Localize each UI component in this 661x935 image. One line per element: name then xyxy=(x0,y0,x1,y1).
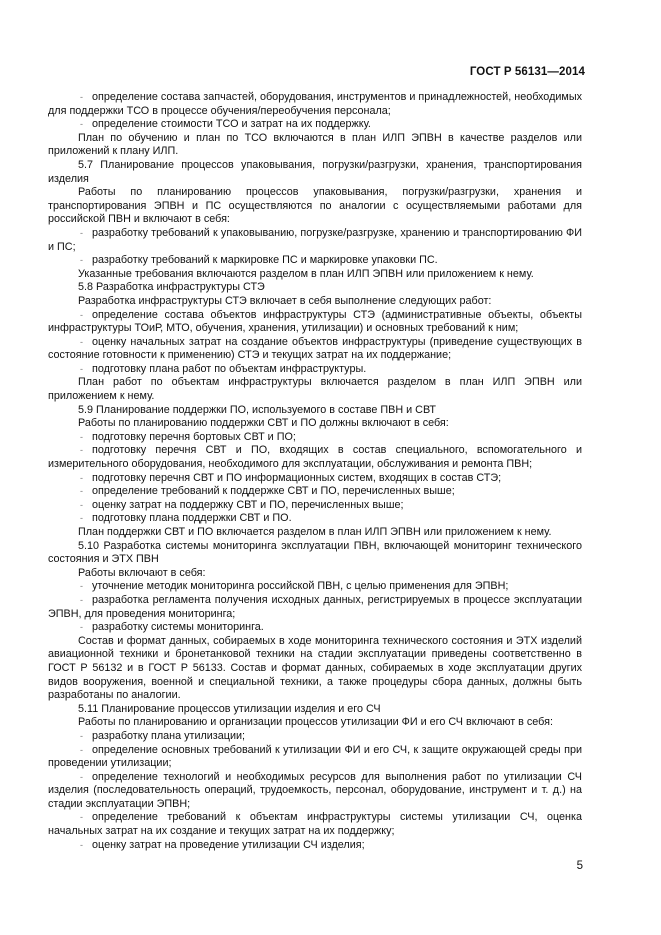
paragraph-text: определение требований к поддержке СВТ и ПО, перечисленных выше; xyxy=(92,485,455,498)
bullet-dash: - xyxy=(80,255,83,266)
paragraph-text: подготовку перечня бортовых СВТ и ПО; xyxy=(92,430,296,443)
paragraph-text: План по обучению и план по ТСО включаются в план ИЛП ЭПВН в качестве разделов или приложений к плану ИЛП. xyxy=(48,131,582,158)
paragraph-text: Работы по планированию процессов упаковывания, погрузки/разгрузки, хранения и транспортирования ЭПВН и ПС осуществляются по аналогии с осуществляемыми работами для российской ПВН и включают в себя: xyxy=(48,186,582,226)
paragraph-text: подготовку плана работ по объектам инфраструктуры. xyxy=(92,362,367,375)
paragraph-text: определение основных требований к утилизации ФИ и его СЧ, к защите окружающей среды при проведении утилизации; xyxy=(48,743,582,770)
list-item xyxy=(48,580,582,594)
list-item xyxy=(48,485,582,499)
paragraph-text: определение стоимости ТСО и затрат на их поддержку. xyxy=(92,118,371,131)
list-item xyxy=(48,444,582,471)
list-item xyxy=(48,499,582,513)
paragraph-text: разработка регламента получения исходных данных, регистрируемых в процессе эксплуатации ЭПВН, для проведения мониторинга; xyxy=(48,593,582,620)
bullet-dash: - xyxy=(80,812,83,823)
bullet-dash: - xyxy=(80,839,83,850)
paragraph xyxy=(48,703,582,717)
paragraph-text: 5.7 Планирование процессов упаковывания, погрузки/разгрузки, хранения, транспортирования изделия xyxy=(48,158,582,185)
paragraph xyxy=(48,376,582,403)
paragraph xyxy=(48,716,582,730)
list-item xyxy=(48,472,582,486)
paragraph-text: оценку затрат на поддержку СВТ и ПО, перечисленных выше; xyxy=(92,498,404,511)
paragraph xyxy=(48,417,582,431)
bullet-dash: - xyxy=(80,771,83,782)
bullet-dash: - xyxy=(80,363,83,374)
paragraph-text: 5.9 Планирование поддержки ПО, используемого в составе ПВН и СВТ xyxy=(78,403,437,416)
bullet-dash: - xyxy=(80,581,83,592)
bullet-dash: - xyxy=(80,445,83,456)
paragraph xyxy=(48,159,582,186)
bullet-dash: - xyxy=(80,622,83,633)
list-item xyxy=(48,839,582,853)
document-body xyxy=(48,91,582,852)
list-item xyxy=(48,118,582,132)
paragraph-text: определение требований к объектам инфраструктуры системы утилизации СЧ, оценка начальных затрат на их создание и текущих затрат на их поддержку; xyxy=(48,811,582,838)
paragraph xyxy=(48,295,582,309)
paragraph-text: оценку начальных затрат на создание объектов инфраструктуры (приведение существующих в состояние готовности к применению) СТЭ и текущих затрат на их поддержание; xyxy=(48,335,582,362)
paragraph-text: Состав и формат данных, собираемых в ходе мониторинга технического состояния и ЭТХ изделий авиационной техники и бронетанковой техники на стадии эксплуатации приведены соответственно в ГОСТ Р 56132 и в ГОСТ Р 56133. Состав и формат данных, собираемых в ходе эксплуатации других видов вооружения, военной и специальной техники, а также процедуры сбора данных, должны быть разработаны по аналогии. xyxy=(48,634,582,702)
list-item xyxy=(48,363,582,377)
list-item xyxy=(48,91,582,118)
bullet-dash: - xyxy=(80,309,83,320)
paragraph-text: разработку плана утилизации; xyxy=(92,729,246,742)
paragraph xyxy=(48,268,582,282)
list-item xyxy=(48,431,582,445)
list-item xyxy=(48,254,582,268)
bullet-dash: - xyxy=(80,730,83,741)
list-item xyxy=(48,771,582,812)
list-item xyxy=(48,594,582,621)
paragraph-text: подготовку плана поддержки СВТ и ПО. xyxy=(92,512,292,525)
paragraph-text: План поддержки СВТ и ПО включается разделом в план ИЛП ЭПВН или приложением к нему. xyxy=(78,526,552,538)
paragraph xyxy=(48,635,582,703)
paragraph xyxy=(48,132,582,159)
list-item xyxy=(48,730,582,744)
paragraph-text: определение технологий и необходимых ресурсов для выполнения работ по утилизации СЧ изделия (последовательность операций, трудоемкость, персонал, оборудование, инструмент и т. д.) на стадии эксплуатации ЭПВН; xyxy=(48,770,582,810)
bullet-dash: - xyxy=(80,472,83,483)
paragraph-text: 5.8 Разработка инфраструктуры СТЭ xyxy=(78,281,265,294)
bullet-dash: - xyxy=(80,431,83,442)
list-item xyxy=(48,336,582,363)
bullet-dash: - xyxy=(80,92,83,102)
paragraph-text: Разработка инфраструктуры СТЭ включает в себя выполнение следующих работ: xyxy=(78,294,492,307)
list-item xyxy=(48,811,582,838)
list-item xyxy=(48,621,582,635)
bullet-dash: - xyxy=(80,594,83,605)
paragraph-text: определение состава запчастей, оборудования, инструментов и принадлежностей, необходимых для поддержки ТСО в процессе обучения/переобучения персонала; xyxy=(48,91,582,117)
paragraph-text: Работы по планированию поддержки СВТ и ПО должны включают в себя: xyxy=(78,417,449,430)
paragraph-text: разработку системы мониторинга. xyxy=(92,621,264,634)
paragraph-text: Указанные требования включаются разделом в план ИЛП ЭПВН или приложением к нему. xyxy=(78,267,534,280)
paragraph-text: подготовку перечня СВТ и ПО информационных систем, входящих в состав СТЭ; xyxy=(92,471,502,484)
paragraph xyxy=(48,281,582,295)
paragraph xyxy=(48,186,582,227)
bullet-dash: - xyxy=(80,744,83,755)
paragraph-text: подготовку перечня СВТ и ПО, входящих в состав специального, вспомогательного и измерительного оборудования, необходимого для эксплуатации, обслуживания и ремонта ПВН; xyxy=(48,444,582,471)
paragraph-text: разработку требований к упаковыванию, погрузке/разгрузке, хранению и транспортированию ФИ и ПС; xyxy=(48,226,582,253)
paragraph-text: оценку затрат на проведение утилизации СЧ изделия; xyxy=(92,838,365,851)
paragraph-text: уточнение методик мониторинга российской ПВН, с целью применения для ЭПВН; xyxy=(92,580,509,593)
paragraph-text: определение состава объектов инфраструктуры СТЭ (административные объекты, объекты инфраструктуры ТОиР, МТО, обучения, хранения, утилизации) и основных требований к ним; xyxy=(48,308,582,335)
paragraph-text: 5.10 Разработка системы мониторинга эксплуатации ПВН, включающей мониторинг технического состояния и ЭТХ ПВН xyxy=(48,539,582,566)
bullet-dash: - xyxy=(80,486,83,497)
page-number: 5 xyxy=(576,860,583,872)
paragraph-text: Работы по планированию и организации процессов утилизации ФИ и его СЧ включают в себя: xyxy=(78,716,553,729)
bullet-dash: - xyxy=(80,513,83,524)
bullet-dash: - xyxy=(80,119,83,130)
list-item xyxy=(48,512,582,526)
bullet-dash: - xyxy=(80,499,83,510)
paragraph xyxy=(48,404,582,418)
list-item xyxy=(48,744,582,771)
paragraph-text: разработку требований к маркировке ПС и маркировке упаковки ПС. xyxy=(92,254,438,267)
paragraph xyxy=(48,540,582,567)
paragraph-text: Работы включают в себя: xyxy=(78,566,206,579)
paragraph-text: План работ по объектам инфраструктуры включается разделом в план ИЛП ЭПВН или приложением к нему. xyxy=(48,376,582,403)
list-item xyxy=(48,309,582,336)
paragraph-text: 5.11 Планирование процессов утилизации изделия и его СЧ xyxy=(78,702,381,715)
bullet-dash: - xyxy=(80,336,83,347)
document-header: ГОСТ Р 56131—2014 xyxy=(469,66,585,78)
bullet-dash: - xyxy=(80,227,83,238)
list-item xyxy=(48,227,582,254)
paragraph xyxy=(48,526,582,540)
paragraph xyxy=(48,567,582,581)
